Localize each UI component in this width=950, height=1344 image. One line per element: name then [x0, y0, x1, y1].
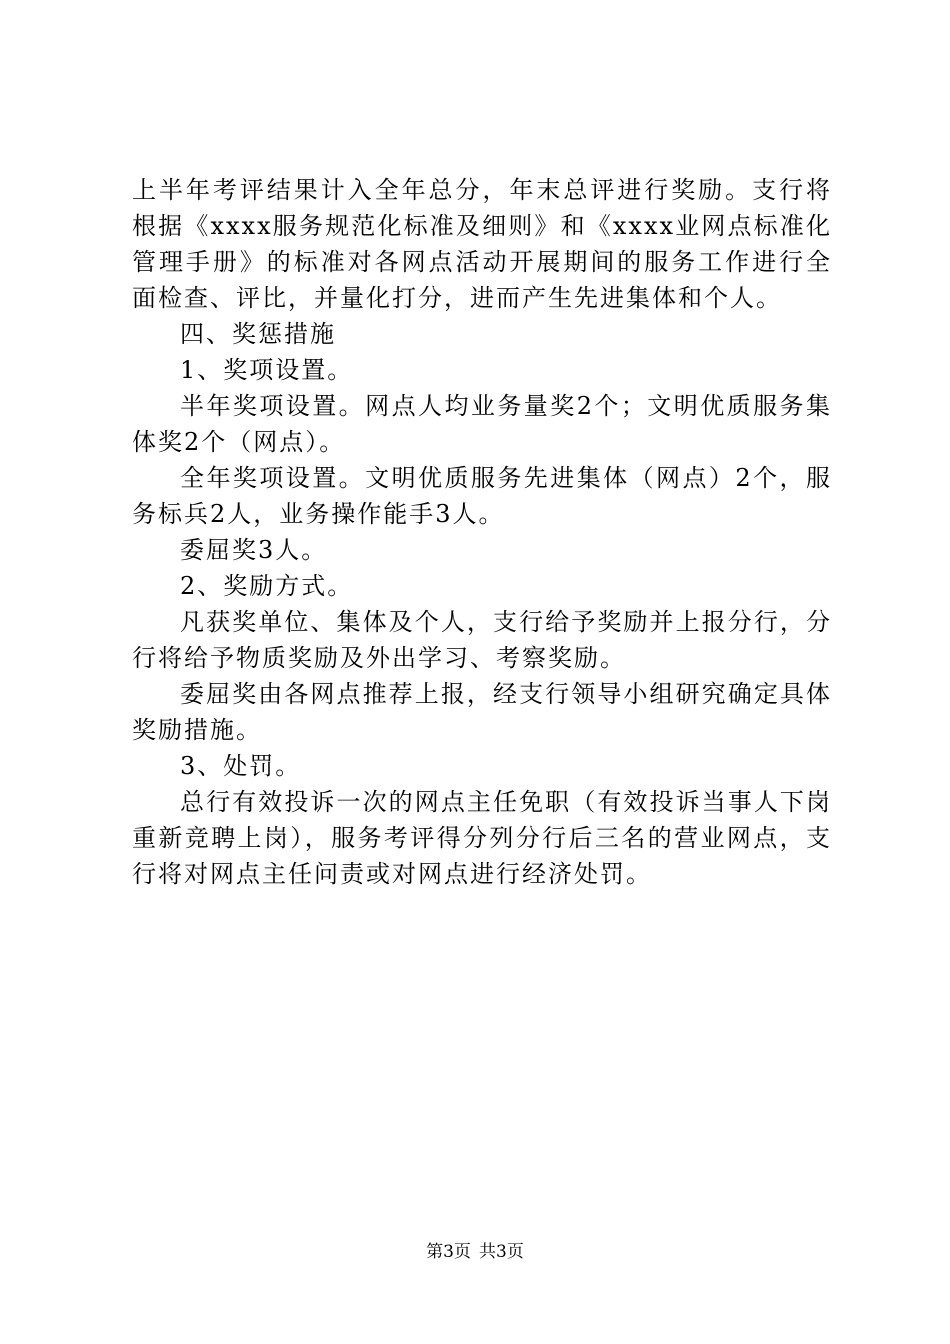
paragraph-evaluation-results: 上半年考评结果计入全年总分，年末总评进行奖励。支行将根据《xxxx服务规范化标准及细则》和《xxxx业网点标准化管理手册》的标准对各网点活动开展期间的服务工作进行全面检查、评比，并量化打分，进而产生先进集体和个人。 — [132, 176, 832, 312]
paragraph-penalty-details: 总行有效投诉一次的网点主任免职（有效投诉当事人下岗重新竞聘上岗），服务考评得分列分行后三名的营业网点，支行将对网点主任问责或对网点进行经济处罚。 — [132, 788, 832, 888]
page-number: 第3页 — [426, 1242, 471, 1262]
subheading-award-setup: 1、奖项设置。 — [180, 356, 354, 384]
subheading-reward-method: 2、奖励方式。 — [180, 572, 354, 600]
page-total: 共3页 — [479, 1242, 524, 1262]
paragraph-half-year-awards: 半年奖项设置。网点人均业务量奖2个；文明优质服务集体奖2个（网点）。 — [132, 392, 832, 456]
paragraph-grievance-award-method: 委屈奖由各网点推荐上报，经支行领导小组研究确定具体奖励措施。 — [132, 680, 832, 744]
paragraph-grievance-award: 委屈奖3人。 — [180, 536, 328, 564]
subheading-penalties: 3、处罚。 — [180, 752, 302, 780]
document-body — [132, 172, 832, 892]
paragraph-reward-details: 凡获奖单位、集体及个人，支行给予奖励并上报分行，分行将给予物质奖励及外出学习、考察奖励。 — [132, 608, 832, 672]
paragraph-full-year-awards: 全年奖项设置。文明优质服务先进集体（网点）2个，服务标兵2人，业务操作能手3人。 — [132, 464, 832, 528]
page-footer — [0, 1241, 950, 1263]
section-heading-rewards-penalties: 四、奖惩措施 — [180, 320, 336, 348]
